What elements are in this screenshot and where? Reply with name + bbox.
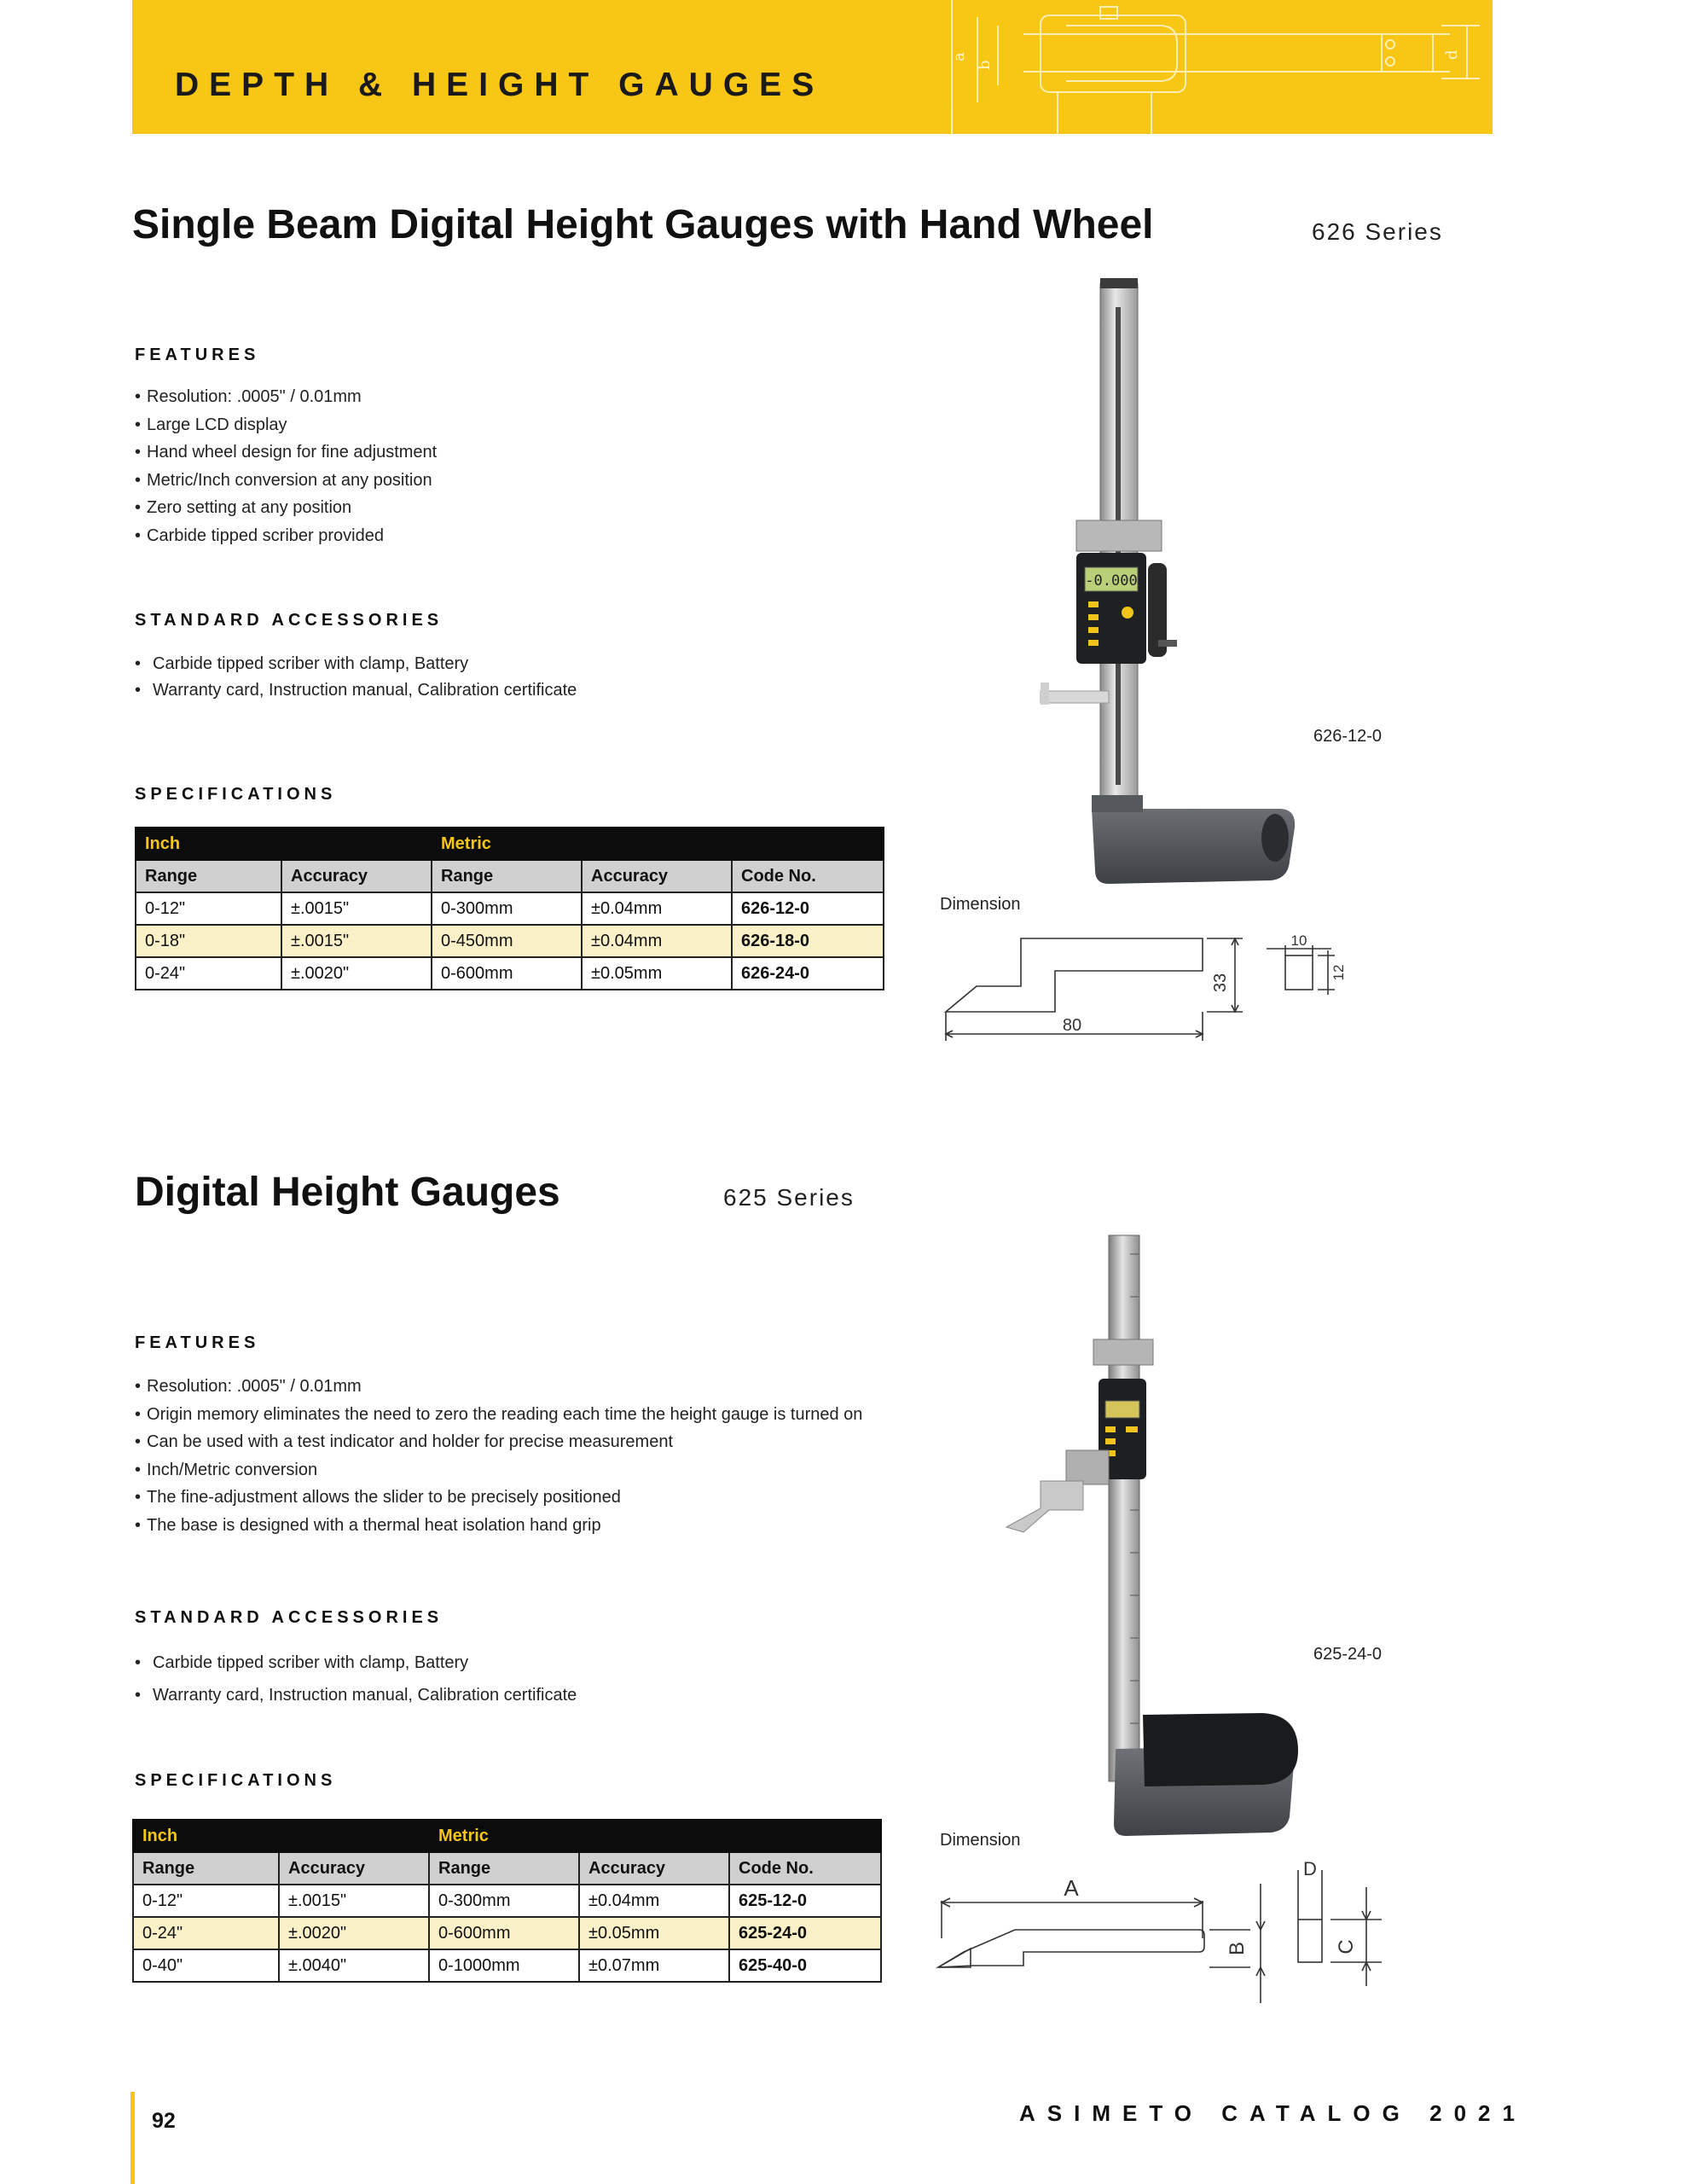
feature-item: • The fine-adjustment allows the slider to be precisely positioned <box>135 1484 862 1512</box>
specifications-heading: SPECIFICATIONS <box>135 1771 337 1790</box>
table-cell: ±0.05mm <box>582 957 732 990</box>
feature-item: • Hand wheel design for fine adjustment <box>135 439 437 467</box>
dim-c: C <box>1335 1939 1358 1955</box>
dim-thickness: 12 <box>1330 964 1347 981</box>
code-cell: 626-12-0 <box>732 892 884 925</box>
features-heading: FEATURES <box>135 346 260 364</box>
table-cell: ±0.04mm <box>582 892 732 925</box>
table-cell: ±.0020" <box>279 1917 429 1949</box>
dim-height: 33 <box>1211 973 1230 993</box>
code-cell: 626-18-0 <box>732 925 884 957</box>
table-cell: 0-18" <box>136 925 281 957</box>
table-row <box>133 1917 881 1949</box>
product-title: Single Beam Digital Height Gauges with Hand Wheel <box>132 202 1154 247</box>
dim-width: 10 <box>1290 932 1307 949</box>
dim-label-a: a <box>950 52 968 61</box>
dimension-label: Dimension <box>940 895 1021 914</box>
table-cell: ±0.04mm <box>582 925 732 957</box>
column-header: Accuracy <box>281 860 432 892</box>
page-number: 92 <box>152 2109 176 2133</box>
scriber-dimension-drawing <box>942 930 1394 1049</box>
table-cell: ±0.04mm <box>579 1885 729 1917</box>
accessory-item: • Warranty card, Instruction manual, Calibration certificate <box>135 677 577 704</box>
specifications-table <box>135 827 884 990</box>
table-group-row <box>133 1820 881 1852</box>
column-header: Range <box>136 860 281 892</box>
group-metric: Metric <box>429 1820 881 1852</box>
column-header: Range <box>432 860 582 892</box>
table-cell: 0-300mm <box>429 1885 579 1917</box>
footer-accent-bar <box>130 2092 135 2184</box>
table-cell: 0-12" <box>133 1885 279 1917</box>
feature-item: • Large LCD display <box>135 411 437 439</box>
feature-item: • Metric/Inch conversion at any position <box>135 467 437 495</box>
group-metric: Metric <box>432 828 884 860</box>
dim-a: A <box>1064 1875 1079 1901</box>
column-header: Accuracy <box>579 1852 729 1885</box>
dim-d: D <box>1303 1858 1317 1879</box>
caliper-outline-drawing <box>947 0 1493 134</box>
product-series: 625 Series <box>723 1184 855 1211</box>
column-header: Code No. <box>729 1852 881 1885</box>
dim-label-d: d <box>1443 49 1461 60</box>
feature-item: • Carbide tipped scriber provided <box>135 522 437 550</box>
table-row <box>133 1949 881 1982</box>
table-cell: ±.0040" <box>279 1949 429 1982</box>
dim-label-b: b <box>976 60 994 70</box>
table-row <box>136 925 884 957</box>
table-cell: 0-600mm <box>429 1917 579 1949</box>
table-cell: 0-40" <box>133 1949 279 1982</box>
table-cell: 0-1000mm <box>429 1949 579 1982</box>
dimension-label: Dimension <box>940 1831 1021 1850</box>
column-header: Accuracy <box>582 860 732 892</box>
scriber-dimension-drawing <box>930 1853 1390 2015</box>
feature-item: • Can be used with a test indicator and holder for precise measurement <box>135 1428 862 1456</box>
features-heading: FEATURES <box>135 1333 260 1352</box>
height-gauge-625-image <box>989 1228 1313 1843</box>
table-cell: ±.0015" <box>281 925 432 957</box>
table-header-row <box>133 1852 881 1885</box>
table-row <box>136 892 884 925</box>
product-series: 626 Series <box>1312 218 1443 245</box>
product-title: Digital Height Gauges <box>135 1170 560 1215</box>
feature-item: • Inch/Metric conversion <box>135 1456 862 1484</box>
table-cell: 0-24" <box>133 1917 279 1949</box>
product-code-caption: 625-24-0 <box>1313 1645 1383 1664</box>
table-cell: ±.0020" <box>281 957 432 990</box>
lcd-reading: -0.000 <box>1085 572 1138 590</box>
column-header: Range <box>429 1852 579 1885</box>
features-list <box>135 383 437 550</box>
feature-item: • Origin memory eliminates the need to zero the reading each time the height gauge is turned on <box>135 1401 862 1429</box>
feature-item: • The base is designed with a thermal heat isolation hand grip <box>135 1512 862 1540</box>
code-cell: 625-12-0 <box>729 1885 881 1917</box>
table-group-row <box>136 828 884 860</box>
section-title: DEPTH & HEIGHT GAUGES <box>175 67 825 103</box>
product-code-caption: 626-12-0 <box>1313 727 1383 746</box>
table-cell: 0-600mm <box>432 957 582 990</box>
feature-item: • Zero setting at any position <box>135 494 437 522</box>
table-row <box>136 957 884 990</box>
table-cell: ±.0015" <box>281 892 432 925</box>
table-cell: 0-450mm <box>432 925 582 957</box>
table-cell: 0-24" <box>136 957 281 990</box>
accessories-list <box>135 651 577 704</box>
accessory-item: • Warranty card, Instruction manual, Calibration certificate <box>135 1679 577 1711</box>
height-gauge-626-image <box>1023 273 1305 904</box>
code-cell: 626-24-0 <box>732 957 884 990</box>
group-inch: Inch <box>133 1820 429 1852</box>
specifications-heading: SPECIFICATIONS <box>135 785 337 804</box>
table-cell: ±0.05mm <box>579 1917 729 1949</box>
feature-item: • Resolution: .0005" / 0.01mm <box>135 383 437 411</box>
table-cell: 0-300mm <box>432 892 582 925</box>
accessories-list <box>135 1647 577 1711</box>
group-inch: Inch <box>136 828 432 860</box>
code-cell: 625-24-0 <box>729 1917 881 1949</box>
catalog-title: ASIMETO CATALOG 2021 <box>1019 2100 1527 2126</box>
dim-b: B <box>1226 1941 1249 1956</box>
features-list <box>135 1373 862 1540</box>
specifications-table <box>132 1819 882 1983</box>
feature-item: • Resolution: .0005" / 0.01mm <box>135 1373 862 1401</box>
table-row <box>133 1885 881 1917</box>
table-cell: 0-12" <box>136 892 281 925</box>
code-cell: 625-40-0 <box>729 1949 881 1982</box>
column-header: Range <box>133 1852 279 1885</box>
dim-length: 80 <box>1062 1016 1082 1035</box>
table-cell: ±.0015" <box>279 1885 429 1917</box>
accessory-item: • Carbide tipped scriber with clamp, Battery <box>135 651 577 677</box>
column-header: Accuracy <box>279 1852 429 1885</box>
table-cell: ±0.07mm <box>579 1949 729 1982</box>
accessories-heading: STANDARD ACCESSORIES <box>135 1608 443 1627</box>
column-header: Code No. <box>732 860 884 892</box>
table-header-row <box>136 860 884 892</box>
accessory-item: • Carbide tipped scriber with clamp, Battery <box>135 1647 577 1679</box>
accessories-heading: STANDARD ACCESSORIES <box>135 611 443 630</box>
